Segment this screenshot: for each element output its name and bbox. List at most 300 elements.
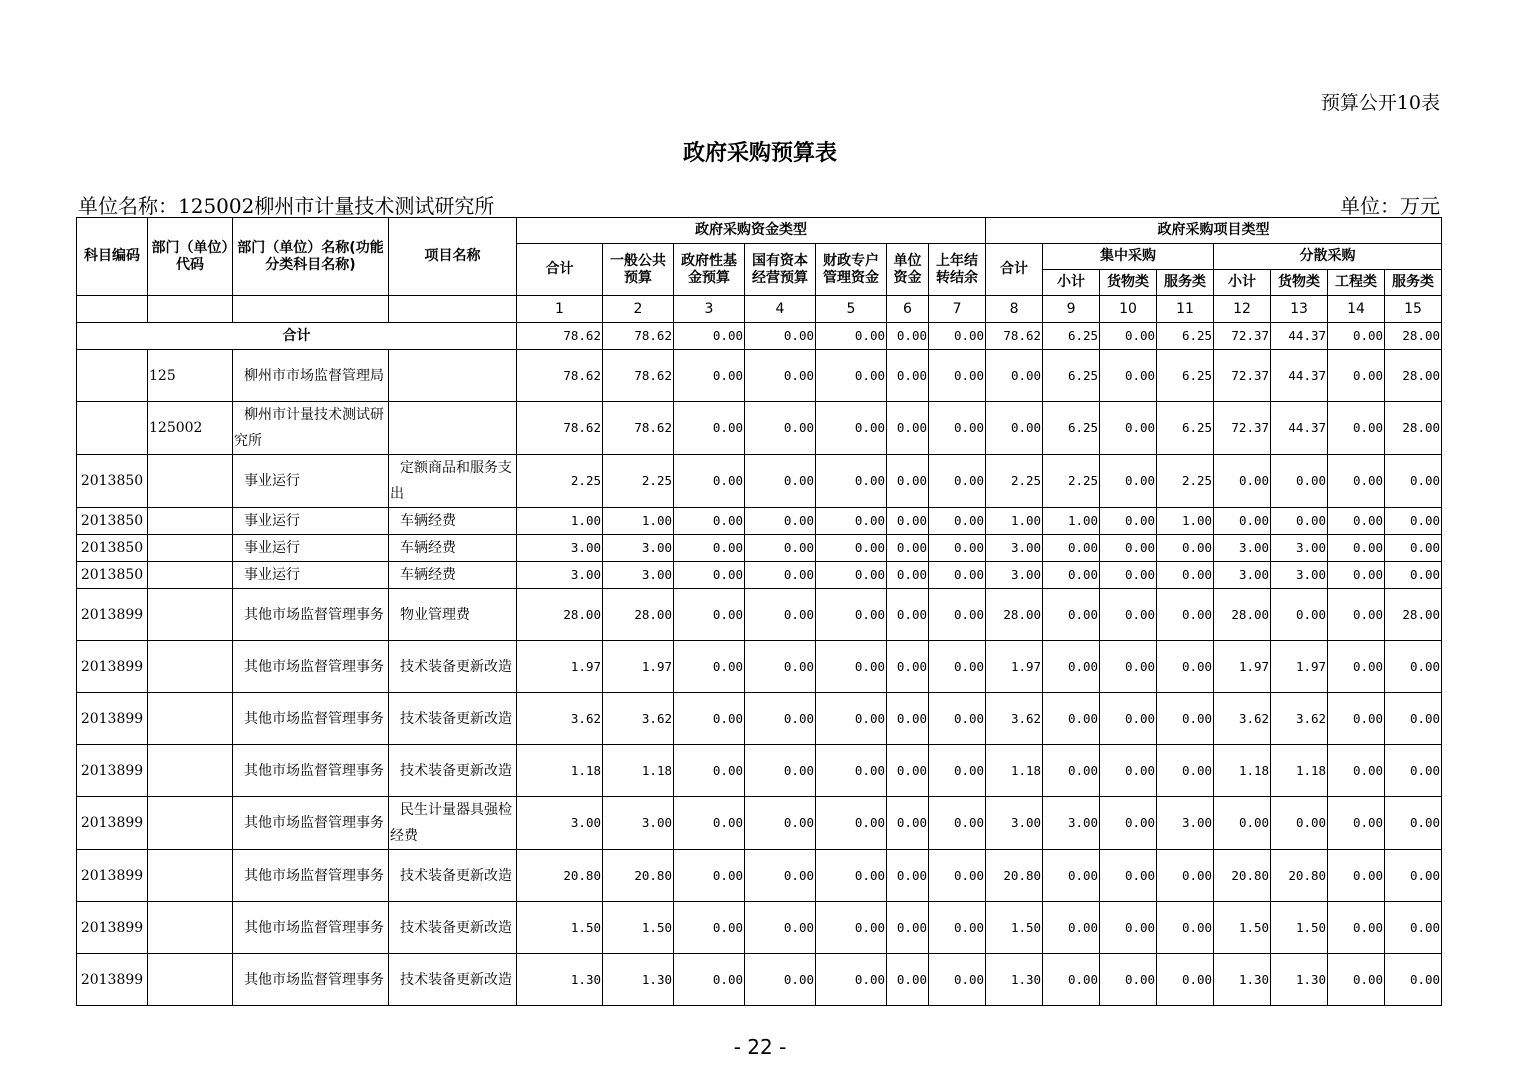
project-name-text: 车辆经费	[400, 513, 456, 529]
header-blank	[389, 296, 517, 323]
column-number: 1	[517, 296, 603, 323]
project-name-text: 车辆经费	[400, 567, 456, 583]
value-cell: 3.00	[517, 797, 603, 850]
subject-code-cell: 2013899	[77, 693, 148, 745]
total-row	[77, 323, 1442, 350]
value-cell: 6.25	[1157, 350, 1214, 402]
value-cell: 1.18	[1214, 745, 1271, 797]
total-value: 0.00	[745, 323, 816, 350]
value-cell: 3.62	[603, 693, 674, 745]
column-number: 3	[674, 296, 745, 323]
total-value: 0.00	[929, 323, 986, 350]
column-number: 13	[1271, 296, 1328, 323]
header-project-type: 政府采购项目类型	[986, 218, 1442, 244]
value-cell: 1.97	[517, 641, 603, 693]
dept-name-cell	[233, 508, 389, 535]
value-cell: 3.00	[517, 562, 603, 589]
column-number: 15	[1385, 296, 1442, 323]
dept-name-text: 柳州市市场监督管理局	[244, 367, 384, 384]
value-cell: 0.00	[1157, 562, 1214, 589]
project-name-text: 技术装备更新改造	[400, 710, 512, 727]
value-cell: 72.37	[1214, 350, 1271, 402]
value-cell: 0.00	[887, 954, 929, 1006]
value-cell: 0.00	[929, 797, 986, 850]
total-value: 0.00	[1328, 323, 1385, 350]
table-row	[77, 693, 1442, 745]
value-cell: 3.00	[1214, 535, 1271, 562]
dept-code-cell	[148, 641, 233, 693]
dept-name-text: 其他市场监督管理事务	[244, 658, 384, 675]
value-cell: 0.00	[745, 455, 816, 508]
project-name-cell	[389, 535, 517, 562]
project-name-text: 车辆经费	[400, 540, 456, 556]
value-cell: 3.62	[517, 693, 603, 745]
subject-code-cell	[77, 350, 148, 402]
table-number: 预算公开10表	[1320, 92, 1440, 114]
dept-code-cell	[148, 455, 233, 508]
value-cell: 0.00	[1214, 797, 1271, 850]
total-value: 0.00	[1100, 323, 1157, 350]
value-cell: 3.00	[1271, 535, 1328, 562]
project-name-cell	[389, 562, 517, 589]
header-subject-code: 科目编码	[77, 218, 148, 296]
dept-code-cell	[148, 954, 233, 1006]
header-general-budget: 一般公共预算	[603, 244, 674, 296]
value-cell: 78.62	[603, 350, 674, 402]
project-name-text: 技术装备更新改造	[400, 971, 512, 988]
value-cell: 0.00	[929, 745, 986, 797]
value-cell: 0.00	[1385, 954, 1442, 1006]
value-cell: 0.00	[674, 641, 745, 693]
value-cell: 20.80	[986, 850, 1043, 902]
header-project-name: 项目名称	[389, 218, 517, 296]
table-row	[77, 589, 1442, 641]
value-cell: 0.00	[1100, 641, 1157, 693]
value-cell: 3.00	[1157, 797, 1214, 850]
column-number: 7	[929, 296, 986, 323]
dept-name-cell	[233, 641, 389, 693]
value-cell: 0.00	[1100, 350, 1157, 402]
value-cell: 3.00	[1043, 797, 1100, 850]
dept-name-text: 事业运行	[244, 540, 300, 556]
dept-name-text: 其他市场监督管理事务	[244, 867, 384, 884]
page-title: 政府采购预算表	[682, 141, 837, 166]
value-cell: 1.50	[517, 902, 603, 954]
value-cell: 0.00	[929, 850, 986, 902]
value-cell: 0.00	[1385, 562, 1442, 589]
value-cell: 0.00	[745, 535, 816, 562]
value-cell: 0.00	[887, 455, 929, 508]
value-cell: 0.00	[1385, 745, 1442, 797]
value-cell: 0.00	[674, 535, 745, 562]
value-cell: 0.00	[1157, 693, 1214, 745]
value-cell: 2.25	[986, 455, 1043, 508]
value-cell: 6.25	[1043, 402, 1100, 455]
value-cell: 0.00	[1385, 641, 1442, 693]
value-cell: 0.00	[1100, 902, 1157, 954]
value-cell: 0.00	[1271, 455, 1328, 508]
total-value: 6.25	[1043, 323, 1100, 350]
subject-code-cell: 2013850	[77, 562, 148, 589]
value-cell: 1.30	[1271, 954, 1328, 1006]
value-cell: 0.00	[1328, 745, 1385, 797]
value-cell: 3.00	[603, 535, 674, 562]
value-cell: 0.00	[929, 562, 986, 589]
table-row	[77, 902, 1442, 954]
unit-label: 单位：万元	[1340, 194, 1440, 218]
dept-code-cell: 125	[148, 350, 233, 402]
column-number: 12	[1214, 296, 1271, 323]
value-cell: 0.00	[1385, 850, 1442, 902]
table-row	[77, 745, 1442, 797]
value-cell: 0.00	[1328, 589, 1385, 641]
dept-name-text: 其他市场监督管理事务	[244, 971, 384, 988]
project-name-cell	[389, 508, 517, 535]
value-cell: 0.00	[1100, 508, 1157, 535]
value-cell: 0.00	[1157, 745, 1214, 797]
value-cell: 0.00	[816, 455, 887, 508]
value-cell: 72.37	[1214, 402, 1271, 455]
value-cell: 0.00	[887, 745, 929, 797]
value-cell: 0.00	[1385, 902, 1442, 954]
table-row	[77, 954, 1442, 1006]
header-special-fund: 财政专户管理资金	[816, 244, 887, 296]
value-cell: 78.62	[517, 402, 603, 455]
value-cell: 3.00	[986, 797, 1043, 850]
value-cell: 0.00	[816, 902, 887, 954]
value-cell: 0.00	[929, 693, 986, 745]
project-name-cell	[389, 850, 517, 902]
header-services2: 服务类	[1385, 270, 1442, 296]
project-name-cell	[389, 402, 517, 455]
value-cell: 0.00	[1100, 402, 1157, 455]
value-cell: 0.00	[1328, 402, 1385, 455]
value-cell: 0.00	[1328, 455, 1385, 508]
value-cell: 0.00	[1157, 850, 1214, 902]
value-cell: 1.97	[1271, 641, 1328, 693]
value-cell: 28.00	[603, 589, 674, 641]
value-cell: 0.00	[816, 589, 887, 641]
header-subtotal: 小计	[1043, 270, 1100, 296]
value-cell: 1.30	[517, 954, 603, 1006]
value-cell: 0.00	[1043, 850, 1100, 902]
subject-code-cell: 2013850	[77, 455, 148, 508]
value-cell: 0.00	[816, 693, 887, 745]
dept-name-cell	[233, 350, 389, 402]
value-cell: 0.00	[816, 797, 887, 850]
value-cell: 1.18	[603, 745, 674, 797]
value-cell: 0.00	[816, 350, 887, 402]
project-name-text: 技术装备更新改造	[400, 919, 512, 936]
value-cell: 28.00	[1385, 402, 1442, 455]
value-cell: 20.80	[1214, 850, 1271, 902]
header-scattered: 分散采购	[1214, 244, 1442, 270]
value-cell: 0.00	[887, 535, 929, 562]
value-cell: 44.37	[1271, 402, 1328, 455]
project-name-text: 物业管理费	[400, 606, 470, 623]
value-cell: 0.00	[1214, 455, 1271, 508]
dept-name-cell	[233, 850, 389, 902]
value-cell: 0.00	[1328, 850, 1385, 902]
subject-code-cell: 2013899	[77, 641, 148, 693]
value-cell: 28.00	[1385, 350, 1442, 402]
total-value: 44.37	[1271, 323, 1328, 350]
value-cell: 0.00	[1157, 535, 1214, 562]
header-dept-code: 部门（单位）代码	[148, 218, 233, 296]
total-value: 78.62	[517, 323, 603, 350]
value-cell: 0.00	[674, 745, 745, 797]
value-cell: 0.00	[1043, 745, 1100, 797]
column-number: 14	[1328, 296, 1385, 323]
value-cell: 0.00	[1328, 797, 1385, 850]
total-value: 0.00	[887, 323, 929, 350]
header-gov-fund: 政府性基金预算	[674, 244, 745, 296]
value-cell: 28.00	[1385, 589, 1442, 641]
value-cell: 0.00	[1157, 641, 1214, 693]
value-cell: 0.00	[1271, 508, 1328, 535]
table-row	[77, 641, 1442, 693]
value-cell: 2.25	[1043, 455, 1100, 508]
table-row	[77, 850, 1442, 902]
subject-code-cell: 2013899	[77, 745, 148, 797]
value-cell: 0.00	[745, 693, 816, 745]
value-cell: 0.00	[674, 402, 745, 455]
dept-name-cell	[233, 562, 389, 589]
subject-code-cell: 2013899	[77, 589, 148, 641]
column-number: 8	[986, 296, 1043, 323]
value-cell: 0.00	[816, 508, 887, 535]
header-total2: 合计	[986, 244, 1043, 296]
project-name-cell	[389, 797, 517, 850]
value-cell: 3.00	[986, 562, 1043, 589]
value-cell: 0.00	[1385, 455, 1442, 508]
table-row	[77, 508, 1442, 535]
dept-name-cell	[233, 954, 389, 1006]
value-cell: 0.00	[1271, 589, 1328, 641]
subject-code-cell: 2013850	[77, 508, 148, 535]
value-cell: 0.00	[1328, 508, 1385, 535]
value-cell: 0.00	[1328, 902, 1385, 954]
value-cell: 0.00	[1271, 797, 1328, 850]
value-cell: 0.00	[1157, 902, 1214, 954]
table-row	[77, 562, 1442, 589]
project-name-cell	[389, 693, 517, 745]
value-cell: 0.00	[816, 562, 887, 589]
value-cell: 1.50	[1271, 902, 1328, 954]
value-cell: 0.00	[1100, 797, 1157, 850]
value-cell: 28.00	[1214, 589, 1271, 641]
value-cell: 0.00	[674, 693, 745, 745]
dept-name-text: 其他市场监督管理事务	[244, 606, 384, 623]
value-cell: 20.80	[517, 850, 603, 902]
subject-code-cell: 2013899	[77, 954, 148, 1006]
value-cell: 0.00	[1385, 797, 1442, 850]
value-cell: 0.00	[1043, 902, 1100, 954]
column-number: 5	[816, 296, 887, 323]
subject-code-cell: 2013850	[77, 535, 148, 562]
value-cell: 1.97	[986, 641, 1043, 693]
value-cell: 3.00	[603, 562, 674, 589]
total-value: 28.00	[1385, 323, 1442, 350]
value-cell: 0.00	[986, 402, 1043, 455]
header-dept-name: 部门（单位）名称(功能分类科目名称)	[233, 218, 389, 296]
subject-code-cell: 2013899	[77, 902, 148, 954]
value-cell: 0.00	[1043, 641, 1100, 693]
project-name-text: 民生计量器具强检经费	[390, 802, 512, 844]
value-cell: 0.00	[1043, 589, 1100, 641]
total-value: 72.37	[1214, 323, 1271, 350]
total-value: 78.62	[603, 323, 674, 350]
column-number: 2	[603, 296, 674, 323]
value-cell: 1.50	[1214, 902, 1271, 954]
value-cell: 0.00	[674, 508, 745, 535]
dept-name-cell	[233, 535, 389, 562]
dept-name-cell	[233, 797, 389, 850]
header-fund-type: 政府采购资金类型	[517, 218, 986, 244]
value-cell: 3.62	[1214, 693, 1271, 745]
project-name-text: 技术装备更新改造	[400, 762, 512, 779]
dept-name-text: 其他市场监督管理事务	[244, 815, 384, 831]
value-cell: 2.25	[1157, 455, 1214, 508]
value-cell: 0.00	[1328, 954, 1385, 1006]
value-cell: 0.00	[1328, 562, 1385, 589]
value-cell: 0.00	[674, 562, 745, 589]
table-row	[77, 797, 1442, 850]
value-cell: 0.00	[745, 589, 816, 641]
value-cell: 0.00	[986, 350, 1043, 402]
dept-name-text: 其他市场监督管理事务	[244, 762, 384, 779]
value-cell: 0.00	[674, 797, 745, 850]
total-value: 78.62	[986, 323, 1043, 350]
project-name-cell	[389, 455, 517, 508]
value-cell: 0.00	[1157, 589, 1214, 641]
value-cell: 0.00	[887, 589, 929, 641]
value-cell: 1.97	[603, 641, 674, 693]
project-name-text: 技术装备更新改造	[400, 867, 512, 884]
value-cell: 0.00	[1385, 508, 1442, 535]
value-cell: 0.00	[745, 902, 816, 954]
value-cell: 6.25	[1043, 350, 1100, 402]
value-cell: 0.00	[887, 402, 929, 455]
value-cell: 6.25	[1157, 402, 1214, 455]
total-label: 合计	[77, 323, 517, 350]
value-cell: 1.00	[1043, 508, 1100, 535]
subject-code-cell: 2013899	[77, 797, 148, 850]
value-cell: 0.00	[1100, 693, 1157, 745]
value-cell: 0.00	[674, 350, 745, 402]
value-cell: 0.00	[1328, 693, 1385, 745]
value-cell: 3.00	[1271, 562, 1328, 589]
dept-name-text: 事业运行	[244, 567, 300, 583]
value-cell: 28.00	[986, 589, 1043, 641]
header-blank	[148, 296, 233, 323]
dept-code-cell	[148, 902, 233, 954]
value-cell: 0.00	[1157, 954, 1214, 1006]
value-cell: 0.00	[816, 535, 887, 562]
value-cell: 0.00	[674, 902, 745, 954]
value-cell: 0.00	[745, 850, 816, 902]
value-cell: 0.00	[1100, 850, 1157, 902]
value-cell: 0.00	[929, 902, 986, 954]
project-name-cell	[389, 902, 517, 954]
value-cell: 1.00	[1157, 508, 1214, 535]
value-cell: 2.25	[603, 455, 674, 508]
value-cell: 1.18	[1271, 745, 1328, 797]
subject-code-cell: 2013899	[77, 850, 148, 902]
value-cell: 0.00	[887, 902, 929, 954]
header-services: 服务类	[1157, 270, 1214, 296]
dept-name-cell	[233, 589, 389, 641]
value-cell: 0.00	[887, 562, 929, 589]
value-cell: 0.00	[1328, 641, 1385, 693]
dept-name-text: 事业运行	[244, 513, 300, 529]
value-cell: 0.00	[816, 954, 887, 1006]
total-value: 6.25	[1157, 323, 1214, 350]
value-cell: 0.00	[674, 589, 745, 641]
dept-name-cell	[233, 902, 389, 954]
value-cell: 0.00	[887, 508, 929, 535]
header-engineering: 工程类	[1328, 270, 1385, 296]
value-cell: 1.30	[603, 954, 674, 1006]
value-cell: 1.00	[986, 508, 1043, 535]
project-name-cell	[389, 589, 517, 641]
value-cell: 0.00	[1328, 350, 1385, 402]
value-cell: 0.00	[1214, 508, 1271, 535]
value-cell: 1.18	[517, 745, 603, 797]
value-cell: 3.00	[517, 535, 603, 562]
value-cell: 20.80	[603, 850, 674, 902]
value-cell: 2.25	[517, 455, 603, 508]
header-carryover: 上年结转结余	[929, 244, 986, 296]
value-cell: 20.80	[1271, 850, 1328, 902]
value-cell: 0.00	[745, 797, 816, 850]
total-value: 0.00	[674, 323, 745, 350]
header-state-capital: 国有资本经营预算	[745, 244, 816, 296]
value-cell: 0.00	[1100, 455, 1157, 508]
value-cell: 0.00	[887, 641, 929, 693]
value-cell: 0.00	[1043, 562, 1100, 589]
value-cell: 1.50	[986, 902, 1043, 954]
dept-name-cell	[233, 693, 389, 745]
dept-code-cell	[148, 535, 233, 562]
table-row	[77, 402, 1442, 455]
column-number: 6	[887, 296, 929, 323]
value-cell: 78.62	[517, 350, 603, 402]
value-cell: 0.00	[929, 641, 986, 693]
value-cell: 0.00	[745, 402, 816, 455]
column-number: 11	[1157, 296, 1214, 323]
project-name-cell	[389, 350, 517, 402]
unit-name: 单位名称：125002柳州市计量技术测试研究所	[78, 194, 495, 218]
value-cell: 0.00	[929, 350, 986, 402]
project-name-cell	[389, 641, 517, 693]
value-cell: 0.00	[1100, 562, 1157, 589]
value-cell: 0.00	[745, 350, 816, 402]
value-cell: 0.00	[1100, 535, 1157, 562]
value-cell: 0.00	[887, 850, 929, 902]
dept-code-cell	[148, 693, 233, 745]
value-cell: 0.00	[1385, 535, 1442, 562]
value-cell: 0.00	[887, 350, 929, 402]
subject-code-cell	[77, 402, 148, 455]
header-unit-fund: 单位资金	[887, 244, 929, 296]
value-cell: 0.00	[929, 455, 986, 508]
dept-code-cell	[148, 589, 233, 641]
table-row	[77, 535, 1442, 562]
value-cell: 1.30	[986, 954, 1043, 1006]
value-cell: 0.00	[816, 850, 887, 902]
value-cell: 44.37	[1271, 350, 1328, 402]
